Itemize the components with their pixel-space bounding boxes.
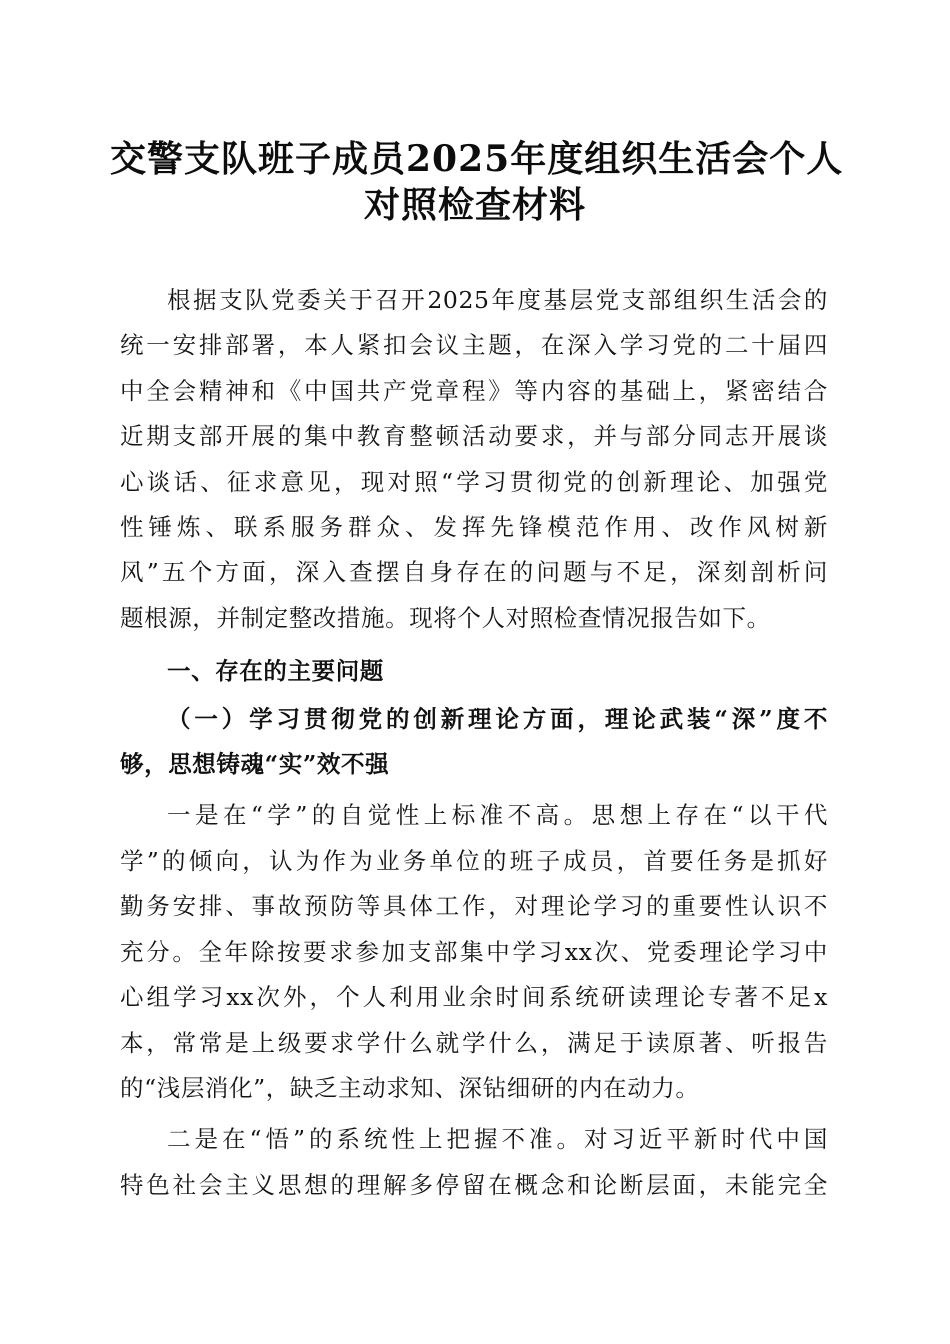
text-line: 根据支队党委关于召开2025年度基层党支部组织生活会的 [167,286,828,314]
text-line: 够，思想铸魂“实”效不强 [120,750,390,779]
text-line: 勤务安排、事故预防等具体工作，对理论学习的重要性认识不 [120,892,828,921]
text-line: 充分。全年除按要求参加支部集中学习xx次、党委理论学习中 [120,937,828,966]
document-title [110,136,844,228]
text-line: 题根源，并制定整改措施。现将个人对照检查情况报告如下。 [120,603,771,632]
point-paragraph-2 [120,1117,828,1208]
text-line: 学”的倾向，认为作为业务单位的班子成员，首要任务是抓好 [120,846,828,875]
title-line-1: 交警支队班子成员2025年度组织生活会个人 [110,138,844,180]
text-line: 的“浅层消化”，缺乏主动求知、深钻细研的内在动力。 [120,1073,700,1102]
text-line: 二是在“悟”的系统性上把握不准。对习近平新时代中国 [167,1125,828,1154]
intro-paragraph [120,278,828,641]
text-line: 心谈话、征求意见，现对照“学习贯彻党的创新理论、加强党 [120,467,828,496]
text-line: 风”五个方面，深入查摆自身存在的问题与不足，深刻剖析问 [120,558,828,587]
text-line: 一是在“学”的自觉性上标准不高。思想上存在“以干代 [167,801,828,830]
document-body [120,278,828,1208]
text-line: 本，常常是上级要求学什么就学什么，满足于读原著、听报告 [120,1028,828,1057]
section-heading: 一、存在的主要问题 [167,657,384,686]
text-line: （一）学习贯彻党的创新理论方面，理论武装“深”度不 [167,704,828,733]
text-line: 中全会精神和《中国共产党章程》等内容的基础上，紧密结合 [120,376,828,405]
text-line: 近期支部开展的集中教育整顿活动要求，并与部分同志开展谈 [120,422,828,451]
text-line: 特色社会主义思想的理解多停留在概念和论断层面，未能完全 [120,1170,828,1199]
text-line: 性锤炼、联系服务群众、发挥先锋模范作用、改作风树新 [120,513,828,542]
title-line-2: 对照检查材料 [363,184,586,226]
point-paragraph-1 [120,793,828,1111]
text-line: 心组学习xx次外，个人利用业余时间系统研读理论专著不足x [120,983,828,1012]
subsection-heading [120,697,828,788]
text-line: 统一安排部署，本人紧扣会议主题，在深入学习党的二十届四 [120,331,828,360]
